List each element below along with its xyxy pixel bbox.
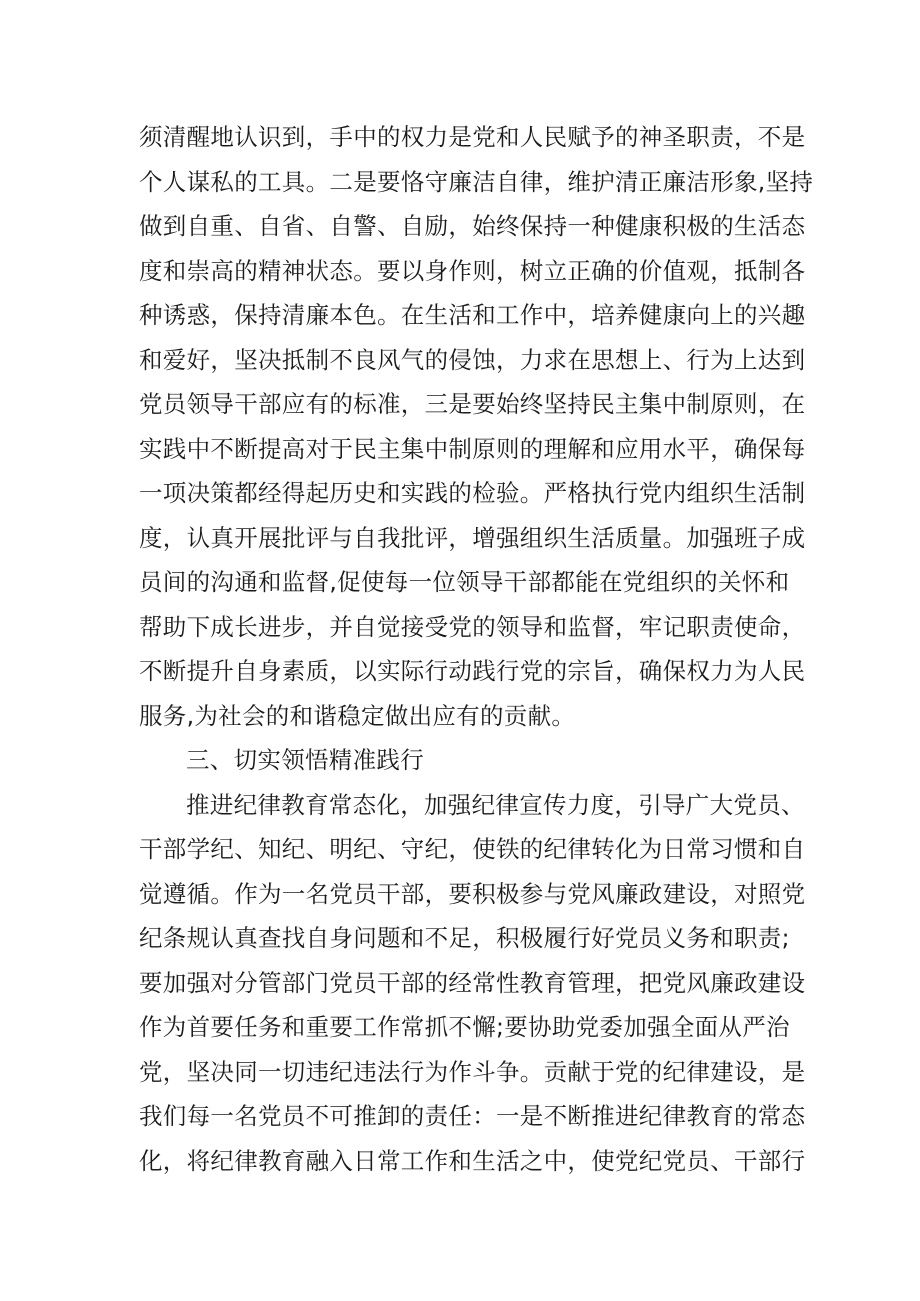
text-line: 我们每一名党员不可推卸的责任：一是不断推进纪律教育的常态 [139,1102,806,1130]
text-line: 实践中不断提高对于民主集中制原则的理解和应用水平，确保每 [139,434,806,463]
text-line: 觉遵循。作为一名党员干部，要积极参与党风廉政建设，对照党 [139,879,806,908]
text-line: 个人谋私的工具。二是要恪守廉洁自律，维护清正廉洁形象,坚持 [139,167,814,196]
text-line: 度和崇高的精神状态。要以身作则，树立正确的价值观，抵制各 [139,256,806,285]
text-line: 作为首要任务和重要工作常抓不懈;要协助党委加强全面从严治 [139,1013,790,1041]
text-line: 党员领导干部应有的标准，三是要始终坚持民主集中制原则，在 [139,390,806,418]
text-line: 和爱好，坚决抵制不良风气的侵蚀，力求在思想上、行为上达到 [139,345,806,374]
section-heading: 三、切实领悟精准践行 [186,746,424,774]
paragraph-first-line: 推进纪律教育常态化，加强纪律宣传力度，引导广大党员、 [186,790,805,819]
text-line: 种诱惑，保持清廉本色。在生活和工作中，培养健康向上的兴趣 [139,301,806,329]
text-line: 不断提升自身素质，以实际行动践行党的宗旨，确保权力为人民 [139,657,806,685]
text-line: 一项决策都经得起历史和实践的检验。严格执行党内组织生活制 [139,479,806,507]
text-line: 做到自重、自省、自警、自励，始终保持一种健康积极的生活态 [139,212,806,240]
text-line: 纪条规认真查找自身问题和不足，积极履行好党员义务和职责; [139,924,790,952]
text-line: 干部学纪、知纪、明纪、守纪，使铁的纪律转化为日常习惯和自 [139,835,806,863]
text-line: 度，认真开展批评与自我批评，增强组织生活质量。加强班子成 [139,523,806,552]
body-text [139,115,814,1183]
text-line: 须清醒地认识到，手中的权力是党和人民赋予的神圣职责，不是 [139,123,806,151]
text-line: 党，坚决同一切违纪违法行为作斗争。贡献于党的纪律建设，是 [139,1057,806,1086]
text-line: 员间的沟通和监督,促使每一位领导干部都能在党组织的关怀和 [139,568,790,596]
text-line: 要加强对分管部门党员干部的经常性教育管理，把党风廉政建设 [139,968,806,997]
text-line: 服务,为社会的和谐稳定做出应有的贡献。 [139,701,576,730]
text-line: 化，将纪律教育融入日常工作和生活之中，使党纪党员、干部行 [139,1146,806,1175]
text-line: 帮助下成长进步，并自觉接受党的领导和监督，牢记职责使命， [139,612,806,641]
